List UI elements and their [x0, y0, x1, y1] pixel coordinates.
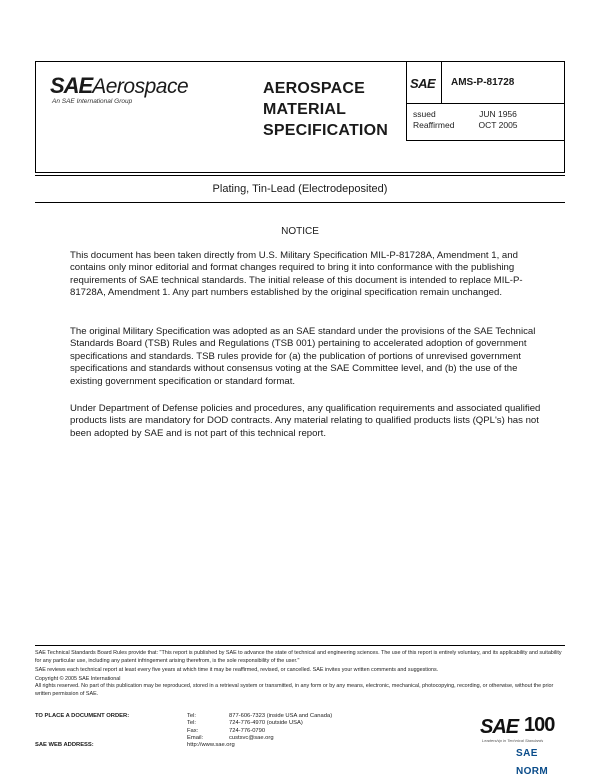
- notice-paragraph-3: Under Department of Defense policies and procedures, any qualification requirements and associated qualified products lists are mandatory for DOD contracts. Any material relating to qualified products lists (QPL's) has not been adopted by SAE and is not part of this technical report.: [70, 403, 541, 439]
- review-text: SAE reviews each technical report at least every five years at which time it may be reaffirmed, revised, or cancelled. SAE invites your written comments and suggestions.: [35, 666, 439, 673]
- document-subject: Plating, Tin-Lead (Electrodeposited): [212, 183, 388, 195]
- contact-type: Fax:: [187, 727, 199, 734]
- contact-value: 724-776-4970 (outside USA): [229, 720, 303, 727]
- issued-date: JUN 1956: [479, 109, 517, 119]
- mini-sae-logo: SAE: [410, 76, 436, 91]
- email-link[interactable]: custsvc@sae.org: [229, 734, 274, 741]
- logo-aerospace-text: Aerospace: [92, 75, 189, 98]
- notice-paragraph-1: This document has been taken directly from U.S. Military Specification MIL-P-81728A, Amendment 1, and contains only minor editorial and format changes required to bring it into conformance with the publishing requirements of SAE technical standards. The initial release of this document is intended to replace MIL-P-81728A, Amendment 1. Any part numbers established by the original specification remain unchanged.: [70, 250, 523, 299]
- contact-type: Tel:: [187, 713, 197, 719]
- rule-bottom: [35, 202, 565, 203]
- seal-sae-text: SAE: [480, 716, 519, 738]
- contact-type: Email:: [187, 734, 204, 741]
- contact-row: [35, 728, 415, 735]
- seal-tagline: Leadership in Technical Standards: [482, 738, 544, 743]
- rule-top: [35, 175, 565, 176]
- issued-label: ssued: [413, 109, 436, 119]
- issued-row: [413, 109, 523, 119]
- sae-aerospace-logo: [36, 62, 251, 172]
- notice-paragraph-2: The original Military Specification was adopted as an SAE standard under the provisions of the SAE Technical Standards Board (TSB) Rules and Regulations (TSB 001) pertaining to accelerated adoption of government specifications and standards. TSB rules provide for (a) the publication of portions of unrevised government specifications and standards without consensus voting at the SAE Committee level, and (b) the use of the existing government specification or standard format.: [70, 326, 536, 387]
- sae-norm-watermark: [516, 743, 572, 776]
- reaffirmed-date: OCT 2005: [478, 120, 518, 130]
- contact-info: [35, 713, 415, 749]
- contact-row: [35, 735, 415, 742]
- contact-row: [35, 720, 415, 727]
- contact-row: [35, 742, 415, 749]
- order-label: TO PLACE A DOCUMENT ORDER:: [35, 713, 130, 719]
- title-line-1: AEROSPACE: [263, 80, 365, 97]
- contact-type: Tel:: [187, 720, 197, 727]
- sae-norm-text: SAE NORM: [516, 748, 549, 776]
- logo-tagline: An SAE International Group: [52, 98, 133, 105]
- header-box: [35, 61, 565, 173]
- sae-100-seal: [472, 714, 572, 776]
- document-number: AMS-P-81728: [451, 77, 515, 88]
- rights-text: All rights reserved. No part of this publication may be reproduced, stored in a retrieval system or transmitted, in any form or by any means, electronic, mechanical, photocopying, recording, or otherwise, without the prior written permission of SAE.: [35, 683, 554, 697]
- web-link[interactable]: http://www.sae.org: [187, 742, 235, 749]
- web-label: SAE WEB ADDRESS:: [35, 742, 94, 749]
- footer-rule: [35, 645, 565, 646]
- divider: [406, 103, 565, 104]
- footer-legal: [35, 650, 565, 700]
- title-line-3: SPECIFICATION: [263, 122, 388, 139]
- title-line-2: MATERIAL: [263, 101, 347, 118]
- reaffirmed-label: Reaffirmed: [413, 120, 455, 130]
- document-type-title: [251, 62, 406, 172]
- divider: [441, 62, 442, 103]
- logo-sae-text: SAE: [50, 73, 93, 98]
- divider: [406, 140, 565, 141]
- reaffirmed-row: [413, 120, 523, 130]
- notice-heading: NOTICE: [281, 226, 319, 237]
- contact-value: 877-606-7323 (inside USA and Canada): [229, 713, 333, 719]
- contact-value: 724-776-0790: [229, 727, 266, 734]
- seal-100-text: 100: [524, 714, 555, 736]
- divider: [406, 62, 407, 141]
- contact-row: [35, 713, 415, 720]
- copyright-text: Copyright © 2005 SAE International: [35, 675, 121, 682]
- tsb-rules-text: SAE Technical Standards Board Rules provide that: "This report is published by SAE to advance the state of technical and engineering sciences. The use of this report is entirely voluntary, and its applicability and suitability for any particular use, including any patent infringement arising therefrom, is the sole responsibility of the user.": [35, 650, 562, 664]
